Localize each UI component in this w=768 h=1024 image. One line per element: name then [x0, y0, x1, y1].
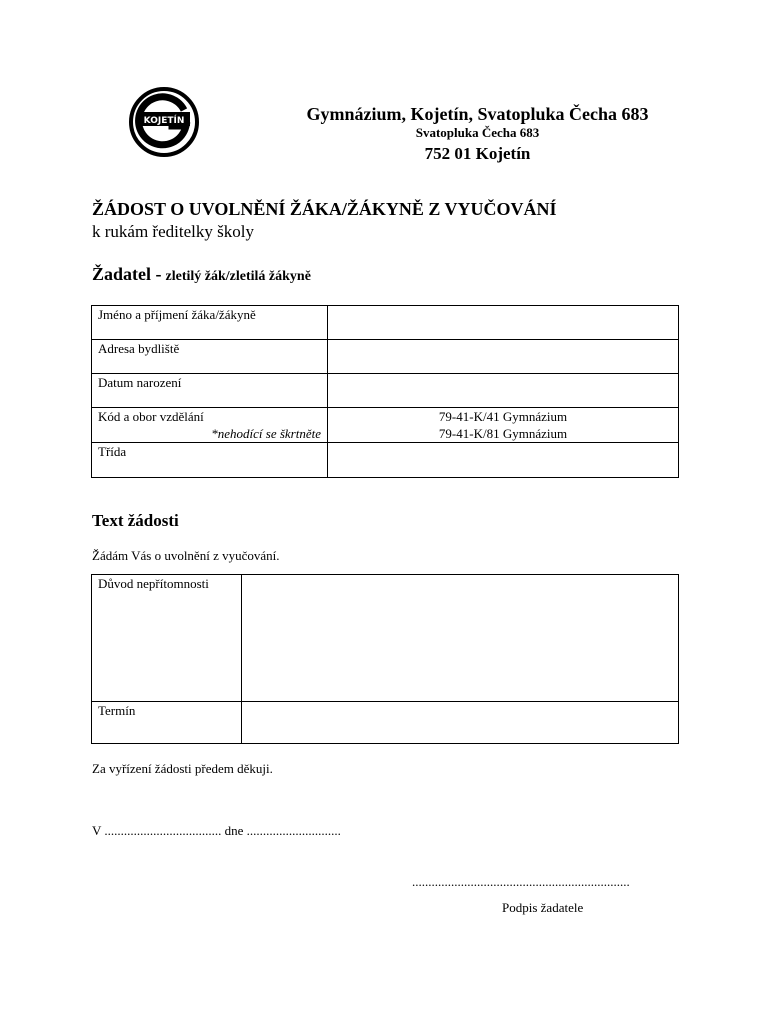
name-label: Jméno a příjmení žáka/žákyně	[92, 306, 328, 340]
document-title: ŽÁDOST O UVOLNĚNÍ ŽÁKA/ŽÁKYNĚ Z VYUČOVÁNÍ	[92, 199, 557, 219]
signature-line[interactable]: ...................................................................	[412, 874, 630, 889]
term-label: Termín	[92, 702, 242, 744]
table-row	[92, 408, 679, 443]
table-row	[92, 575, 679, 702]
reason-field[interactable]	[242, 575, 679, 702]
table-row	[92, 306, 679, 340]
class-field[interactable]	[328, 443, 679, 478]
program-option-1[interactable]: 79-41-K/41 Gymnázium	[438, 409, 568, 424]
program-option-2[interactable]: 79-41-K/81 Gymnázium	[438, 426, 568, 441]
place-date-line[interactable]: V .................................... dne .............................	[92, 823, 341, 838]
birth-date-label: Datum narození	[92, 374, 328, 408]
table-row	[92, 702, 679, 744]
program-options[interactable]	[328, 408, 679, 443]
signature-label: Podpis žadatele	[502, 900, 584, 915]
school-logo-icon	[128, 86, 200, 158]
program-label: Kód a obor vzdělání	[98, 409, 204, 424]
school-city: 752 01 Kojetín	[424, 144, 531, 163]
request-heading: Text žádosti	[92, 511, 179, 530]
reason-label: Důvod nepřítomnosti	[92, 575, 242, 702]
request-table	[91, 574, 679, 744]
address-field[interactable]	[328, 340, 679, 374]
name-field[interactable]	[328, 306, 679, 340]
school-emblem-icon	[128, 86, 200, 158]
program-cell	[92, 408, 328, 443]
table-row	[92, 340, 679, 374]
address-label: Adresa bydliště	[92, 340, 328, 374]
applicant-heading-main: Žadatel -	[92, 264, 162, 284]
applicant-table	[91, 305, 679, 478]
thanks-text: Za vyřízení žádosti předem děkuji.	[92, 761, 273, 776]
class-label: Třída	[92, 443, 328, 478]
logo-text: KOJETÍN	[143, 116, 185, 126]
school-name: Gymnázium, Kojetín, Svatopluka Čecha 683	[306, 104, 649, 124]
term-field[interactable]	[242, 702, 679, 744]
birth-date-field[interactable]	[328, 374, 679, 408]
request-intro: Žádám Vás o uvolnění z vyučování.	[92, 548, 280, 563]
applicant-heading-detail: zletilý žák/zletilá žákyně	[165, 269, 311, 284]
document-subtitle: k rukám ředitelky školy	[92, 222, 254, 241]
table-row	[92, 374, 679, 408]
program-note: *nehodící se škrtněte	[211, 426, 321, 441]
applicant-heading	[92, 264, 311, 285]
school-street: Svatopluka Čecha 683	[415, 125, 540, 140]
table-row	[92, 443, 679, 478]
